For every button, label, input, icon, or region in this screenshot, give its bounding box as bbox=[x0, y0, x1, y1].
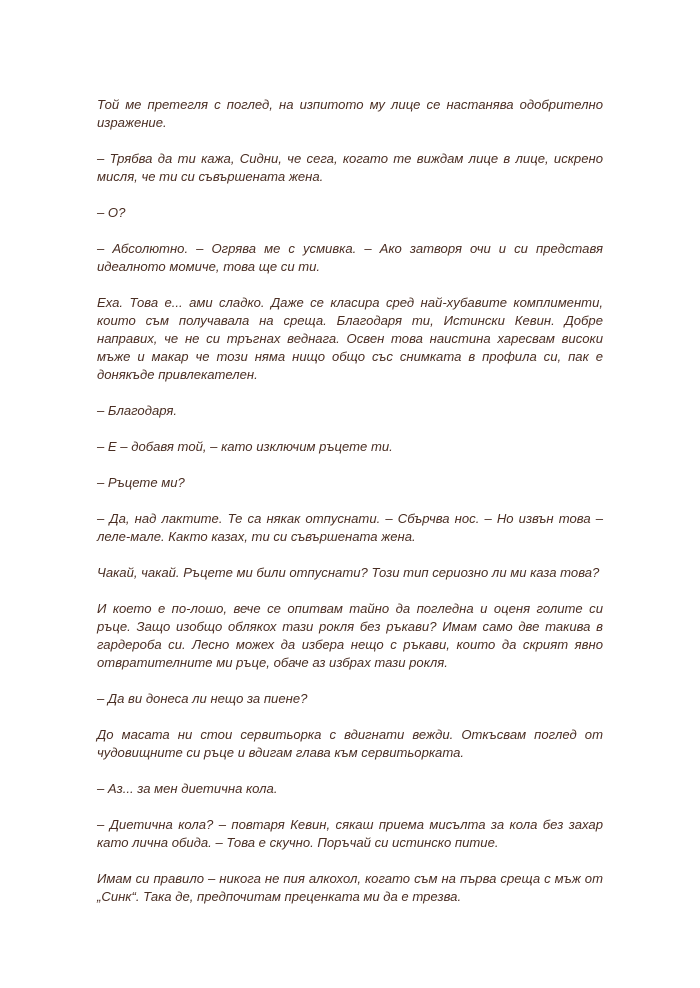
paragraph: – Диетична кола? – повтаря Кевин, сякаш приема мисълта за кола без захар като лична обида. – Това е скучно. Поръчай си истинско питие. bbox=[97, 817, 603, 850]
paragraph: – Трябва да ти кажа, Сидни, че сега, когато те виждам лице в лице, искрено мисля, че ти си съвършената жена. bbox=[97, 151, 603, 184]
paragraph: – О? bbox=[97, 205, 126, 220]
paragraph: – Ръцете ми? bbox=[97, 475, 185, 490]
paragraph: И което е по-лошо, вече се опитвам тайно да погледна и оценя голите си ръце. Защо изобщо облякох тази рокля без ръкави? Имам само две такива в гардероба си. Лесно можех да избера нещо с ръкави, които да скрият явно отвратителните ми ръце, обаче аз избрах тази рокля. bbox=[97, 601, 603, 670]
paragraph: Еха. Това е... ами сладко. Даже се класира сред най-хубавите комплименти, които съм получавала на среща. Благодаря ти, Истински Кевин. Добре направих, че не си тръгнах веднага. Освен това наистина харесвам високи мъже и макар че този няма нищо общо със снимката в профила си, пак е донякъде привлекателен. bbox=[97, 295, 603, 382]
paragraph: Имам си правило – никога не пия алкохол, когато съм на първа среща с мъж от „Синк“. Така де, предпочитам преценката ми да е трезва. bbox=[97, 871, 603, 904]
paragraph: – Абсолютно. – Огрява ме с усмивка. – Ако затворя очи и си представя идеалното момиче, това ще си ти. bbox=[97, 241, 603, 274]
paragraph: – Да ви донеса ли нещо за пиене? bbox=[97, 691, 308, 706]
paragraph: – Аз... за мен диетична кола. bbox=[97, 781, 278, 796]
paragraph: До масата ни стои сервитьорка с вдигнати вежди. Откъсвам поглед от чудовищните си ръце и вдигам глава към сервитьорката. bbox=[97, 727, 603, 760]
paragraph: Чакай, чакай. Ръцете ми били отпуснати? Този тип сериозно ли ми каза това? bbox=[97, 565, 600, 580]
paragraph: – Е – добавя той, – като изключим ръцете ти. bbox=[97, 439, 393, 454]
paragraph: Той ме претегля с поглед, на изпитото му лице се настанява одобрително изражение. bbox=[97, 97, 603, 130]
paragraph: – Да, над лактите. Те са някак отпуснати. – Сбърчва нос. – Но извън това – леле-мале. Както казах, ти си съвършената жена. bbox=[97, 511, 603, 544]
paragraph: – Благодаря. bbox=[97, 403, 177, 418]
text-body bbox=[97, 96, 603, 924]
